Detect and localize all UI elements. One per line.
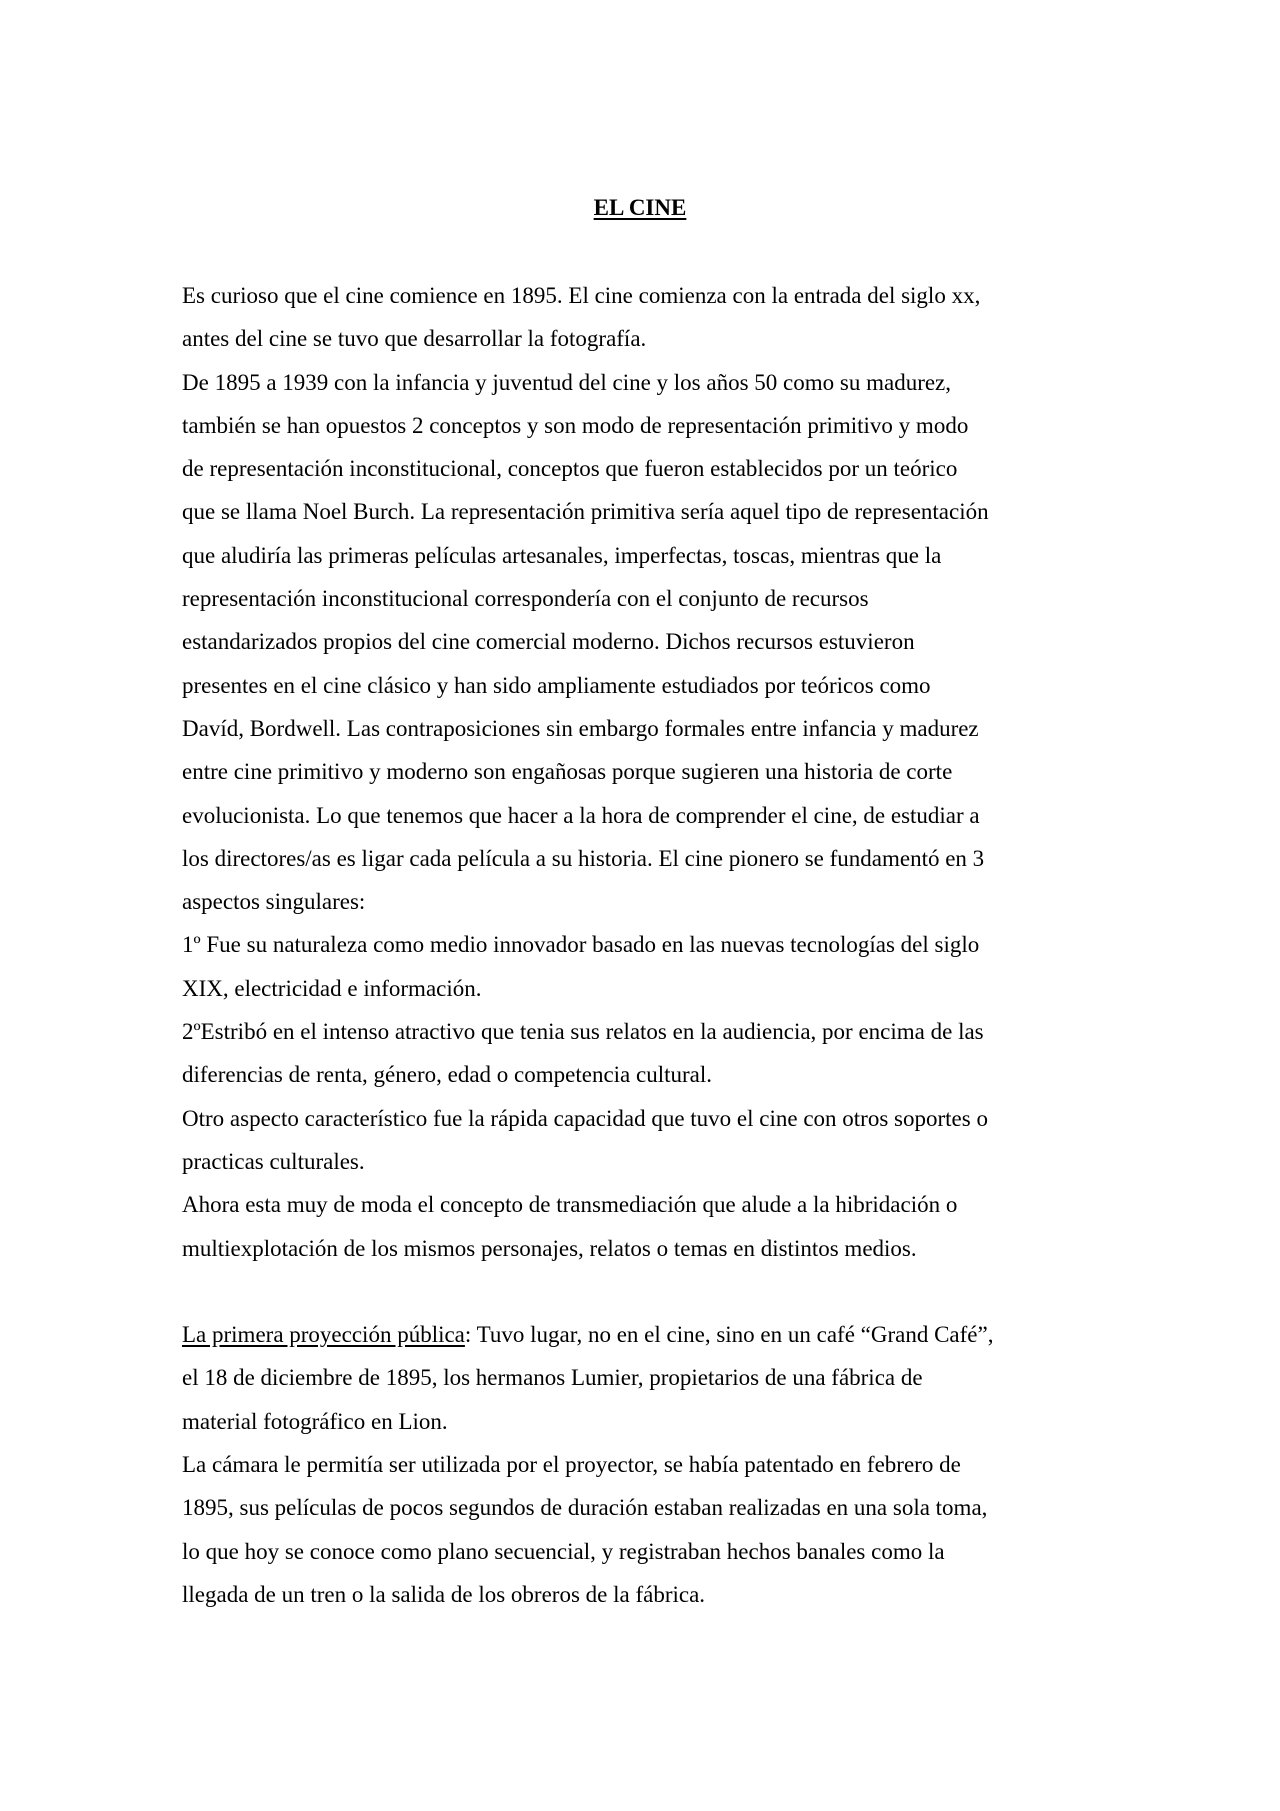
text-line: material fotográfico en Lion. (182, 1408, 448, 1434)
text-line: presentes en el cine clásico y han sido ampliamente estudiados por teóricos como (182, 672, 931, 698)
text-line: Otro aspecto característico fue la rápida capacidad que tuvo el cine con otros soportes o (182, 1105, 988, 1131)
text-line: 2ºEstribó en el intenso atractivo que tenia sus relatos en la audiencia, por encima de las (182, 1019, 984, 1045)
text-line: Davíd, Bordwell. Las contraposiciones sin embargo formales entre infancia y madurez (182, 715, 979, 741)
text-fragment: : Tuvo lugar, no en el cine, sino en un café “Grand Café”, (464, 1322, 994, 1348)
text-line: los directores/as es ligar cada película a su historia. El cine pionero se fundamentó en 3 (182, 845, 985, 871)
text-line: evolucionista. Lo que tenemos que hacer a la hora de comprender el cine, de estudiar a (182, 802, 980, 828)
text-line: XIX, electricidad e información. (182, 975, 482, 1001)
text-line: lo que hoy se conoce como plano secuencial, y registraban hechos banales como la (182, 1538, 945, 1564)
text-line: 1895, sus películas de pocos segundos de duración estaban realizadas en una sola toma, (182, 1495, 988, 1521)
text-line: llegada de un tren o la salida de los obreros de la fábrica. (182, 1581, 706, 1607)
text-line: que se llama Noel Burch. La representación primitiva sería aquel tipo de representación (182, 499, 989, 525)
document-body (182, 274, 1132, 1616)
section-heading-line (182, 1313, 1132, 1356)
paragraph-spacer (182, 1270, 1132, 1313)
text-line: antes del cine se tuvo que desarrollar la fotografía. (182, 326, 647, 352)
text-line: entre cine primitivo y moderno son engañosas porque sugieren una historia de corte (182, 759, 953, 785)
text-line: diferencias de renta, género, edad o competencia cultural. (182, 1062, 713, 1088)
text-line: estandarizados propios del cine comercial moderno. Dichos recursos estuvieron (182, 629, 915, 655)
text-line: también se han opuestos 2 conceptos y son modo de representación primitivo y modo (182, 412, 969, 438)
text-line: 1º Fue su naturaleza como medio innovador basado en las nuevas tecnologías del siglo (182, 932, 980, 958)
document-title: EL CINE (593, 195, 687, 220)
text-line: multiexplotación de los mismos personajes, relatos o temas en distintos medios. (182, 1235, 917, 1261)
text-line: De 1895 a 1939 con la infancia y juventud del cine y los años 50 como su madurez, (182, 369, 952, 395)
text-line: Es curioso que el cine comience en 1895. El cine comienza con la entrada del siglo xx, (182, 283, 981, 308)
text-line: La cámara le permitía ser utilizada por el proyector, se había patentado en febrero de (182, 1452, 961, 1478)
text-line: de representación inconstitucional, conceptos que fueron establecidos por un teórico (182, 456, 958, 482)
text-line: practicas culturales. (182, 1148, 365, 1174)
text-line: el 18 de diciembre de 1895, los hermanos Lumier, propietarios de una fábrica de (182, 1365, 923, 1391)
text-line: Ahora esta muy de moda el concepto de transmediación que alude a la hibridación o (182, 1192, 958, 1218)
text-line: aspectos singulares: (182, 889, 366, 915)
text-line: representación inconstitucional correspondería con el conjunto de recursos (182, 586, 869, 612)
section-heading: La primera proyección pública (182, 1322, 465, 1348)
text-line: que aludiría las primeras películas artesanales, imperfectas, toscas, mientras que la (182, 542, 942, 568)
